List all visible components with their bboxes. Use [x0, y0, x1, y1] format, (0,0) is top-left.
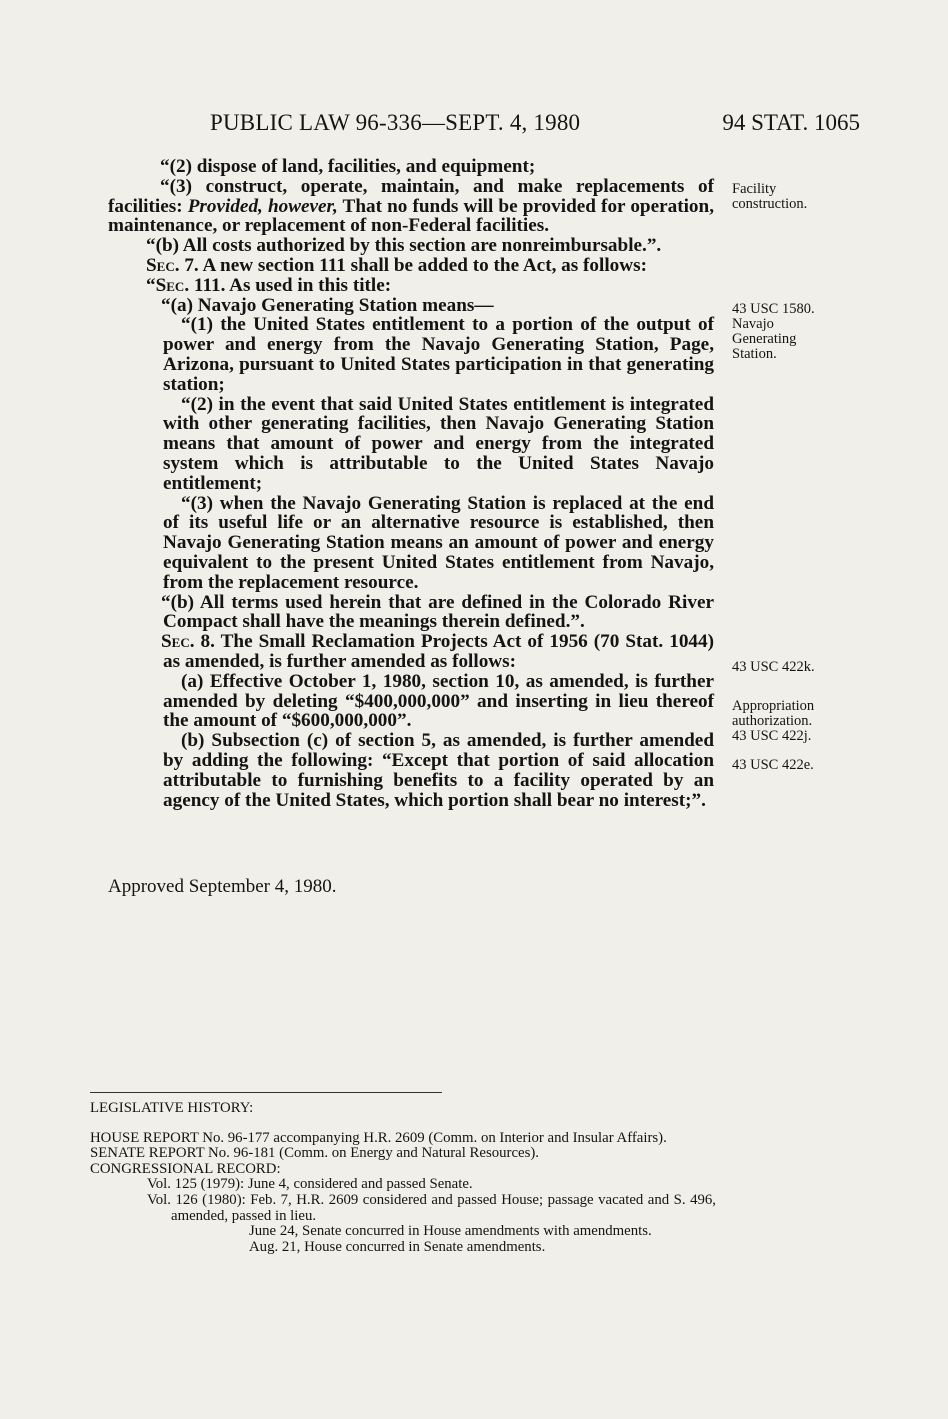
history-house-report: HOUSE REPORT No. 96-177 accompanying H.R. 2609 (Comm. on Interior and Insular Affairs). — [90, 1129, 667, 1146]
history-aug-21: Aug. 21, House concurred in Senate amendments. — [249, 1238, 546, 1255]
section-7 — [108, 256, 714, 276]
para-navajo-definition: “(a) Navajo Generating Station means— — [161, 294, 494, 316]
statute-page-number: 94 STAT. 1065 — [722, 110, 860, 135]
para-construct — [108, 177, 714, 236]
margin-note-usc-422k: 43 USC 422k. — [732, 659, 815, 675]
para-definition-2: “(2) in the event that said United States entitlement is integrated with other generating facilities, then Navajo Generating Station means that amount of power and energy from the integrated system which is attributable to the United States Navajo entitlement; — [163, 393, 714, 494]
para-definition-3: “(3) when the Navajo Generating Station is replaced at the end of its useful life or an alternative resource is established, then Navajo Generating Station means an amount of power and energy equivalent to the present United States entitlement from Navajo, from the replacement resource. — [163, 492, 714, 593]
section-8 — [108, 632, 714, 672]
para-construct-rest: That no funds will be provided for operation, maintenance, or replacement of non-Federal facilities. — [108, 195, 714, 237]
open-quote: “ — [146, 274, 156, 296]
sec-label: Sec. — [155, 274, 190, 296]
margin-note-appropriation — [732, 699, 852, 744]
section-7-text: 7. A new section 111 shall be added to the Act, as follows: — [179, 254, 647, 276]
page-header — [210, 110, 860, 142]
margin-note-facility — [732, 182, 852, 212]
legislative-history — [90, 1101, 716, 1255]
margin-line: authorization. — [732, 713, 813, 729]
section-111 — [108, 276, 714, 296]
para-terms: “(b) All terms used herein that are defined in the Colorado River Compact shall have the meanings therein defined.”. — [161, 591, 714, 633]
history-vol-126: Vol. 126 (1980): Feb. 7, H.R. 2609 considered and passed House; passage vacated and S. 496, amended, passed in lieu. — [147, 1191, 716, 1224]
history-congressional-record: CONGRESSIONAL RECORD: — [90, 1160, 281, 1177]
para-dispose: “(2) dispose of land, facilities, and equipment; — [160, 156, 536, 177]
margin-line: Station. — [732, 346, 777, 362]
margin-line: Navajo — [732, 316, 774, 332]
sec-label: Sec. — [161, 631, 195, 653]
public-law-heading: PUBLIC LAW 96-336—SEPT. 4, 1980 — [210, 110, 581, 135]
section-8-text: 8. The Small Reclamation Projects Act of 1956 (70 Stat. 1044) as amended, is further amended as follows: — [163, 631, 714, 672]
history-title: LEGISLATIVE HISTORY: — [90, 1100, 254, 1116]
proviso-italic: Provided, however, — [187, 195, 338, 217]
margin-note-usc-1580 — [732, 302, 852, 362]
para-definition-1: “(1) the United States entitlement to a portion of the output of power and energy from the Navajo Generating Station, Page, Arizona, pursuant to United States participation in that generating station; — [163, 314, 714, 395]
history-divider — [90, 1092, 442, 1093]
para-8a: (a) Effective October 1, 1980, section 10, as amended, is further amended by deleting “$400,000,000” and inserting in lieu thereof the amount of “$600,000,000”. — [163, 670, 714, 732]
para-costs: “(b) All costs authorized by this section are nonreimbursable.”. — [146, 235, 662, 257]
margin-line: construction. — [732, 196, 808, 212]
history-vol-125: Vol. 125 (1979): June 4, considered and passed Senate. — [147, 1176, 473, 1193]
history-june-24: June 24, Senate concurred in House amendments with amendments. — [249, 1223, 652, 1240]
margin-line: Generating — [732, 331, 797, 347]
section-111-text: 111. As used in this title: — [189, 274, 392, 296]
sec-label: Sec. — [146, 254, 180, 276]
para-construct-text: “(3) construct, operate, maintain, and make replacements of facilities: — [108, 175, 714, 217]
margin-line: 43 USC 422j. — [732, 728, 812, 744]
history-senate-report: SENATE REPORT No. 96-181 (Comm. on Energy and Natural Resources). — [90, 1145, 539, 1162]
margin-line: 43 USC 1580. — [732, 301, 815, 317]
approval-date: Approved September 4, 1980. — [108, 876, 337, 897]
margin-line: Facility — [732, 181, 777, 197]
para-8b: (b) Subsection (c) of section 5, as amended, is further amended by adding the following: “Except that portion of said allocation attributable to furnishing benefits to a facility operated by an agency of the United States, which portion shall bear no interest;”. — [163, 730, 714, 811]
margin-line: Appropriation — [732, 698, 815, 714]
law-body — [108, 157, 714, 810]
margin-note-usc-422e: 43 USC 422e. — [732, 757, 814, 773]
